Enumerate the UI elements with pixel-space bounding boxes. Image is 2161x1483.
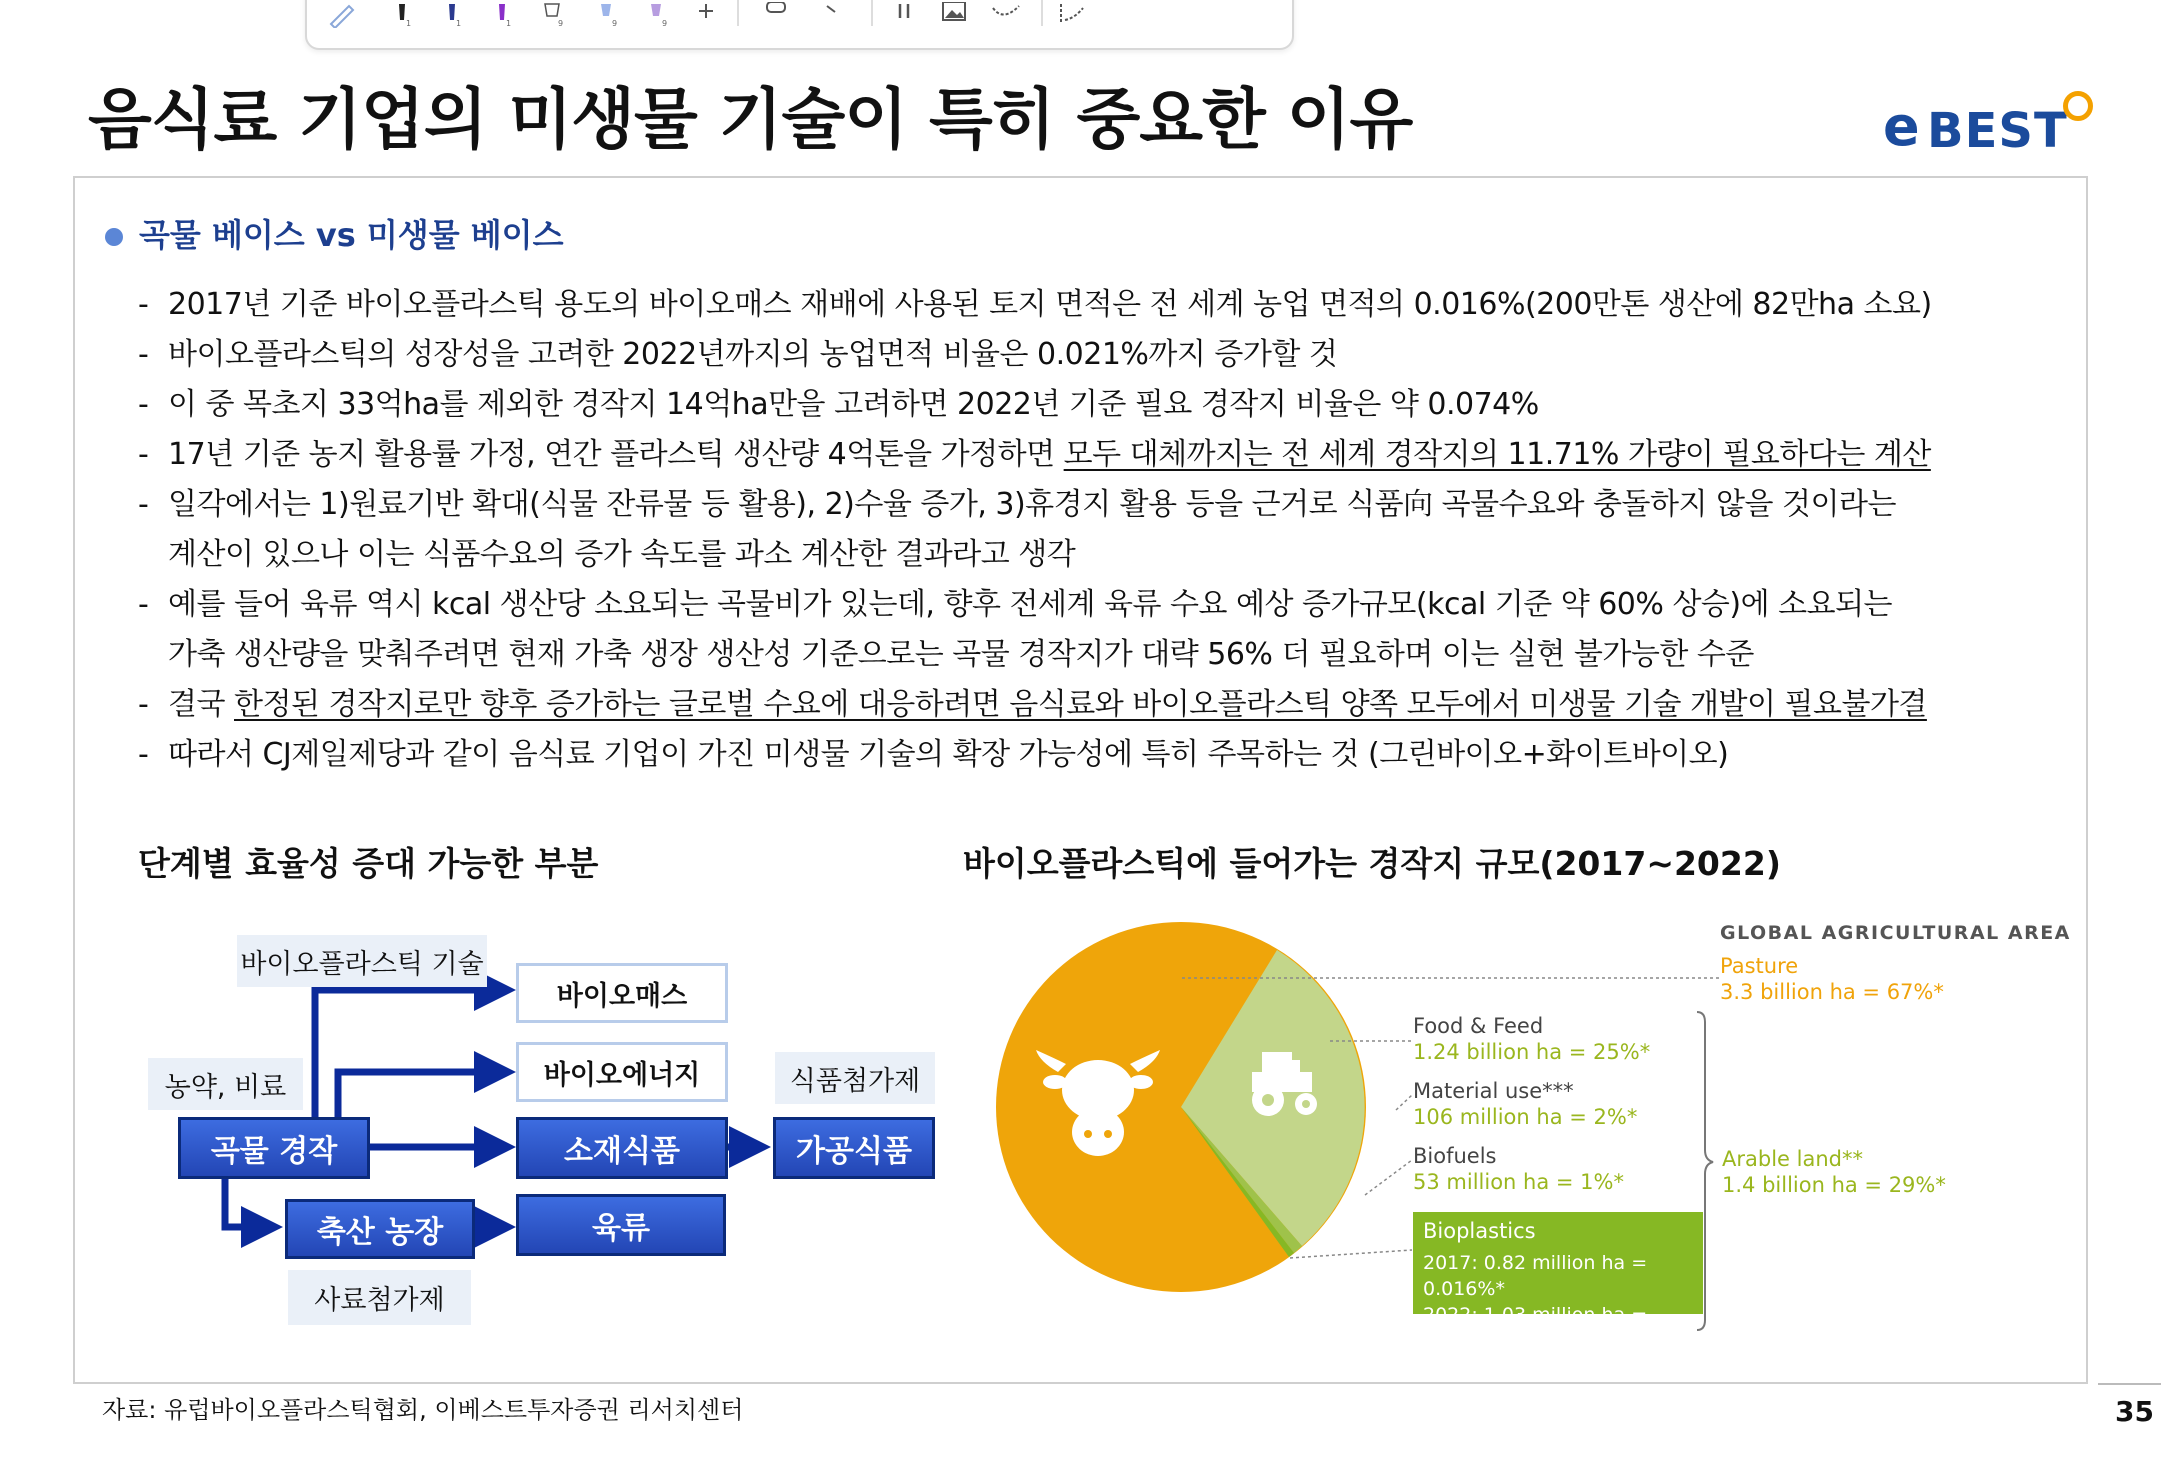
node-processed-food: 가공식품 [773,1117,935,1179]
label-feed-additive: 사료첨가제 [288,1270,471,1325]
node-bioenergy: 바이오에너지 [516,1042,728,1102]
food-feed-label: Food & Feed 1.24 billion ha = 25%* [1413,1014,1651,1064]
svg-text:1: 1 [406,19,412,28]
section-heading-text: 곡물 베이스 vs 미생물 베이스 [139,216,564,254]
bioplastics-box: Bioplastics 2017: 0.82 million ha = 0.016%* 2022: 1.03 million ha = 0.021%* [1413,1212,1703,1314]
logo-e: e [1883,95,1920,158]
svg-text:9: 9 [612,19,618,28]
left-chart-title: 단계별 효율성 증대 가능한 부분 [138,844,599,883]
underlined-text: 한정된 경작지로만 향후 증가하는 글로벌 수요에 대응하려면 음식료와 바이오플라스틱 양쪽 모두에서 미생물 기술 개발이 필요불가결 [234,687,1927,722]
underlined-text: 모두 대체까지는 전 세계 경작지의 11.71% 가량이 필요하다는 계산 [1063,437,1931,472]
node-livestock-farm: 축산 농장 [285,1199,475,1259]
biofuels-label: Biofuels 53 million ha = 1%* [1413,1144,1624,1194]
bullet-item: - 이 중 목초지 33억ha를 제외한 경작지 14억ha만을 고려하면 2022년 기준 필요 경작지 비율은 약 0.074% [138,387,1539,422]
right-chart-title: 바이오플라스틱에 들어가는 경작지 규모(2017~2022) [963,844,1781,883]
page-number: 35 [2115,1395,2154,1428]
logo-text: BEST [1927,103,2068,159]
label-pesticide: 농약, 비료 [148,1058,303,1110]
node-biomass: 바이오매스 [516,963,728,1023]
page-number-rule [2098,1383,2161,1385]
global-area-header: GLOBAL AGRICULTURAL AREA [1720,922,2071,944]
svg-text:1: 1 [506,19,512,28]
label-bioplastic-tech: 바이오플라스틱 기술 [237,935,487,987]
node-grain-farming: 곡물 경작 [178,1117,370,1179]
svg-text:9: 9 [662,19,668,28]
node-material-food: 소재식품 [516,1117,728,1179]
arable-land-label: Arable land** 1.4 billion ha = 29%* [1722,1147,1946,1197]
svg-text:9: 9 [558,19,564,28]
bullet-item: - 2017년 기준 바이오플라스틱 용도의 바이오매스 재배에 사용된 토지 면적은 전 세계 농업 면적의 0.016%(200만톤 생산에 82만ha 소요) [138,287,1932,322]
bullet-item: - 결국 한정된 경작지로만 향후 증가하는 글로벌 수요에 대응하려면 음식료와 바이오플라스틱 양쪽 모두에서 미생물 기술 개발이 필요불가결 [138,687,1927,722]
bullet-item: - 예를 들어 육류 역시 kcal 생산당 소요되는 곡물비가 있는데, 향후 전세계 육류 수요 예상 증가규모(kcal 기준 약 60% 상승)에 소요되는 가축 생산량을 맞춰주려면 현재 가축 생장 생산성 기준으로는 곡물 경작지가 대략 56% 더 필요하며 이는 실현 불가능한 수준 [138,587,1893,672]
label-food-additive: 식품첨가제 [775,1052,935,1104]
page-title: 음식료 기업의 미생물 기술이 특히 중요한 이유 [88,81,1413,158]
node-meat: 육류 [516,1194,726,1256]
bullet-item: - 일각에서는 1)원료기반 확대(식물 잔류물 등 활용), 2)수율 증가, 3)휴경지 활용 등을 근거로 식품向 곡물수요와 충돌하지 않을 것이라는 계산이 있으나 이는 식품수요의 증가 속도를 과소 계산한 결과라고 생각 [138,487,1896,572]
bullet-item: - 바이오플라스틱의 성장성을 고려한 2022년까지의 농업면적 비율은 0.021%까지 증가할 것 [138,337,1338,372]
bullet-item: - 17년 기준 농지 활용률 가정, 연간 플라스틱 생산량 4억톤을 가정하면 모두 대체까지는 전 세계 경작지의 11.71% 가량이 필요하다는 계산 [138,437,1931,472]
svg-text:1: 1 [456,19,462,28]
bullet-item: - 따라서 CJ제일제당과 같이 음식료 기업이 가진 미생물 기술의 확장 가능성에 특히 주목하는 것 (그린바이오+화이트바이오) [138,737,1729,772]
source-note: 자료: 유럽바이오플라스틱협회, 이베스트투자증권 리서치센터 [102,1396,744,1424]
material-use-label: Material use*** 106 million ha = 2%* [1413,1079,1638,1129]
pasture-label: Pasture 3.3 billion ha = 67%* [1720,954,1944,1004]
